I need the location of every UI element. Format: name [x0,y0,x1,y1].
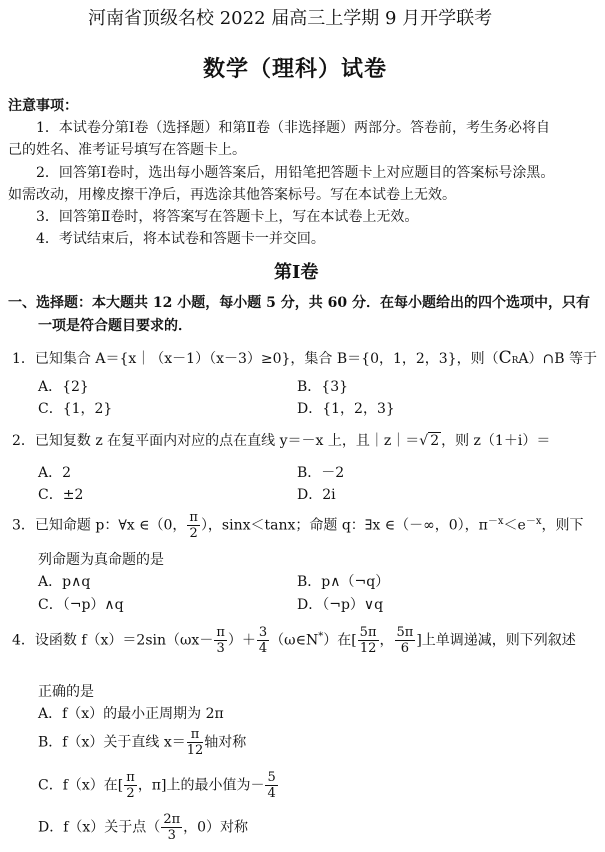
q4-frac-pi-3: $\frac{\pi}{3}$ [216,625,225,656]
part1-instructions-line-1: 一、选择题：本大题共 12 小题，每小题 5 分，共 60 分．在每小题给出的四个选项中，只有 [8,295,590,311]
notice-line-2: 己的姓名、准考证号填写在答题卡上。 [8,142,246,158]
notice-line-3: 2．回答第Ⅰ卷时，选出每小题答案后，用铅笔把答题卡上对应题目的答案标号涂黑。 [36,165,555,181]
q1-option-c: C．{1，2} [38,401,113,417]
q3-option-c: C．（¬p）∧q [38,597,124,613]
q4-option-a: A．f（x）的最小正周期为 2π [38,706,224,722]
q3-stem: 3．已知命题 p：∀x ∈（0， $\frac{\pi}{2}$ ），sinx＜tanx；命题 q：∃x ∈（－∞，0），$\pi^{-x}<e^{-x}$，则下 [12,510,584,541]
q4-option-c: C．f（x）在[ $\frac{\pi}{2}$ ，π]上的最小值为－ $\frac{5}{4}$ [38,770,276,801]
q3-option-b: B．p∧（¬q） [297,574,390,590]
q2-option-c: C．±2 [38,487,84,503]
q4-frac-3-4: $\frac{3}{4}$ [258,625,268,656]
q4-option-b: B．f（x）关于直线 x＝ $\frac{\pi}{12}$ 轴对称 [38,727,247,758]
exam-title: 河南省顶级名校 2022 届高三上学期 9 月开学联考 [88,8,493,29]
q2-option-a: A．2 [38,465,72,481]
notice-line-6: 4．考试结束后，将本试卷和答题卡一并交回。 [36,231,325,247]
q1-stem: 1．已知集合 A＝{x｜（x－1）（x－3）≥0}，集合 B＝{0，1，2，3}，则（CRA）∩B 等于 [12,348,597,368]
q4c-frac-1: $\frac{\pi}{2}$ [126,770,135,801]
q2-stem: 2．已知复数 z 在复平面内对应的点在直线 y＝－x 上，且｜z｜＝√ 2 ，则 z（1＋i）＝ [12,433,551,449]
q1-option-b: B．{3} [297,379,349,395]
q1-option-a: A．{2} [38,379,89,395]
q3-fraction: $\frac{\pi}{2}$ [189,510,198,541]
sqrt-2: √ 2 [419,433,440,449]
exam-subtitle: 数学（理科）试卷 [203,56,388,82]
notice-line-5: 3．回答第Ⅱ卷时，将答案写在答题卡上，写在本试卷上无效。 [36,209,419,225]
section-title: 第Ⅰ卷 [274,262,319,283]
q4-frac-5pi-6: $\frac{5\pi}{6}$ [396,625,414,656]
q4-stem-line-2: 正确的是 [38,684,94,700]
q4b-frac: $\frac{\pi}{12}$ [186,727,204,758]
part1-instructions-line-2: 一项是符合题目要求的． [38,318,192,334]
q3-stem-line-2: 列命题为真命题的是 [38,552,164,568]
q2-option-b: B．－2 [297,465,345,481]
q4-option-d: D．f（x）关于点（ $\frac{2\pi}{3}$ ，0）对称 [38,812,249,843]
q2-option-d: D．2i [297,487,336,503]
notice-line-1: 1．本试卷分第Ⅰ卷（选择题）和第Ⅱ卷（非选择题）两部分。答卷前，考生务必将自 [36,120,550,136]
q3-option-a: A．p∧q [38,574,91,590]
notice-heading: 注意事项： [8,98,78,114]
q4-stem: 4．设函数 f（x）＝2sin（ωx－ $\frac{\pi}{3}$ ）＋ $\frac{3}{4}$ （ω∈N*）在[ $\frac{5\pi}{12}$ ， $\frac{5\pi}{6}$ ]上单调递减，则下列叙述 [12,625,576,656]
q1-option-d: D．{1，2，3} [297,401,395,417]
q3-option-d: D．（¬p）∨q [297,597,384,613]
q4-frac-5pi-12: $\frac{5\pi}{12}$ [359,625,377,656]
notice-line-4: 如需改动，用橡皮擦干净后，再选涂其他答案标号。写在本试卷上无效。 [8,187,456,203]
q4d-frac: $\frac{2\pi}{3}$ [163,812,181,843]
q4c-frac-2: $\frac{5}{4}$ [267,770,276,801]
